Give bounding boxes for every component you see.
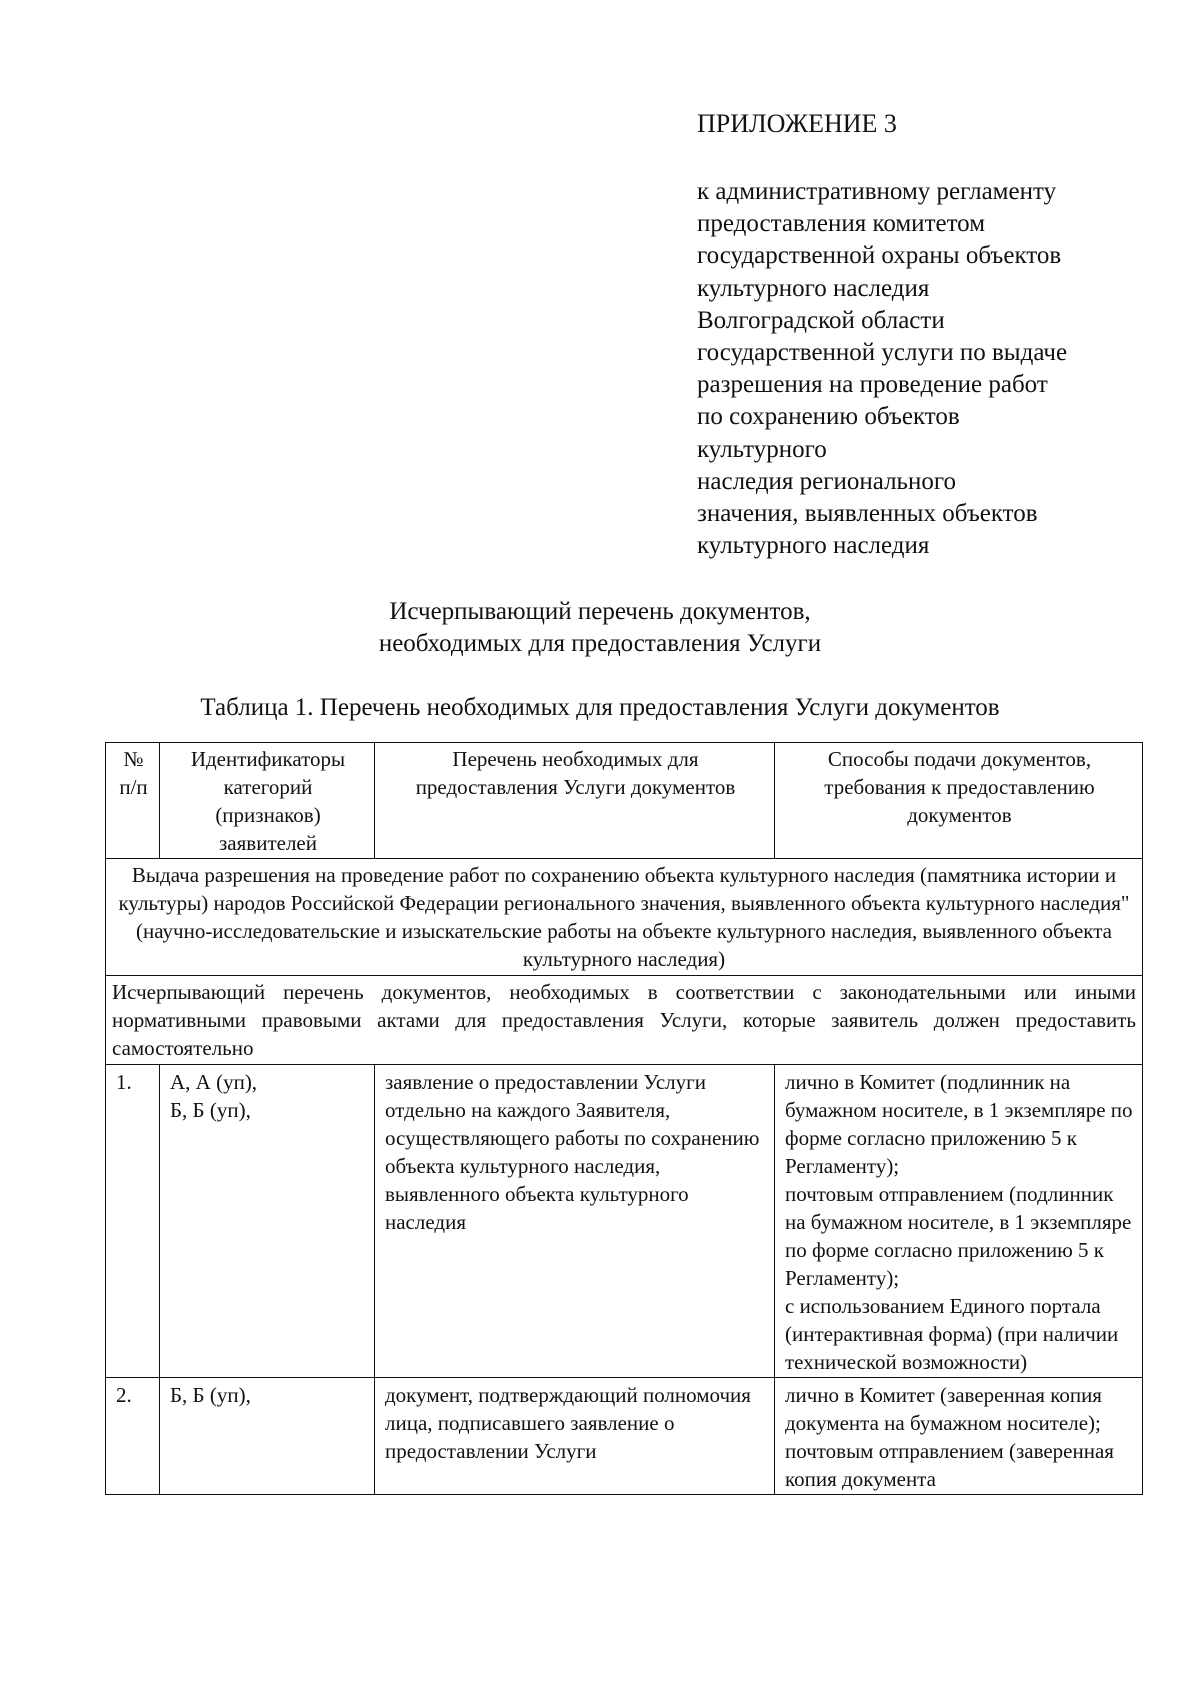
header-identifiers: Идентификаторы категорий (признаков) заявителей	[160, 743, 375, 859]
appendix-subtitle-line: предоставления комитетом	[697, 210, 986, 238]
appendix-subtitle-line: культурного наследия	[697, 274, 930, 302]
row-identifiers: А, А (уп), Б, Б (уп),	[160, 1065, 375, 1378]
appendix-subtitle-line: культурного наследия	[697, 532, 930, 560]
header-documents: Перечень необходимых для предоставления Услуги документов	[375, 743, 775, 859]
row-num: 1.	[106, 1065, 160, 1378]
document-heading-line-2: необходимых для предоставления Услуги	[378, 630, 822, 657]
section-title-row	[106, 859, 1143, 976]
appendix-subtitle-line: наследия регионального	[697, 467, 956, 495]
row-methods: лично в Комитет (подлинник на бумажном носителе, в 1 экземпляре по форме согласно приложению 5 к Регламенту); почтовым отправлением (подлинник на бумажном носителе, в 1 экземпляре по форме согласно приложению 5 к Регламенту); с использованием Единого портала (интерактивная форма) (при наличии технической возможности)	[775, 1065, 1143, 1378]
subsection-title-row	[106, 976, 1143, 1065]
table-header-row	[106, 743, 1143, 859]
row-document: документ, подтверждающий полномочия лица, подписавшего заявление о предоставлении Услуги	[375, 1378, 775, 1495]
table-row	[106, 1065, 1143, 1378]
header-num: № п/п	[106, 743, 160, 859]
row-identifiers: Б, Б (уп),	[160, 1378, 375, 1495]
table-caption: Таблица 1. Перечень необходимых для предоставления Услуги документов	[200, 694, 1000, 721]
header-methods: Способы подачи документов, требования к предоставлению документов	[775, 743, 1143, 859]
appendix-subtitle-line: по сохранению объектов	[697, 403, 960, 431]
appendix-subtitle-line: к административному регламенту	[697, 178, 1057, 205]
appendix-subtitle	[697, 176, 1167, 562]
appendix-subtitle-line: государственной услуги по выдаче	[697, 339, 1068, 367]
row-num: 2.	[106, 1378, 160, 1495]
section-title: Выдача разрешения на проведение работ по сохранению объекта культурного наследия (памятника истории и культуры) народов Российской Федерации регионального значения, выявленного объекта культурного наследия" (научно-исследовательские и изыскательские работы на объекте культурного наследия, выявленного объекта культурного наследия)	[106, 859, 1143, 976]
row-document: заявление о предоставлении Услуги отдельно на каждого Заявителя, осуществляющего работы по сохранению объекта культурного наследия, выявленного объекта культурного наследия	[375, 1065, 775, 1378]
appendix-subtitle-line: разрешения на проведение работ	[697, 371, 1048, 399]
row-methods: лично в Комитет (заверенная копия документа на бумажном носителе); почтовым отправлением (заверенная копия документа	[775, 1378, 1143, 1495]
appendix-subtitle-line: государственной охраны объектов	[697, 242, 1062, 270]
appendix-subtitle-line: Волгоградской области	[697, 306, 945, 334]
appendix-subtitle-line: культурного	[697, 435, 827, 463]
table-row	[106, 1378, 1143, 1495]
subsection-title: Исчерпывающий перечень документов, необходимых в соответствии с законодательными или иными нормативными правовыми актами для предоставления Услуги, которые заявитель должен предоставить самостоятельно	[106, 976, 1143, 1065]
appendix-title: ПРИЛОЖЕНИЕ 3	[697, 109, 897, 138]
document-heading-line-1: Исчерпывающий перечень документов,	[389, 598, 811, 625]
appendix-subtitle-line: значения, выявленных объектов	[697, 500, 1038, 528]
documents-table	[105, 742, 1143, 1495]
document-heading	[0, 596, 1200, 660]
